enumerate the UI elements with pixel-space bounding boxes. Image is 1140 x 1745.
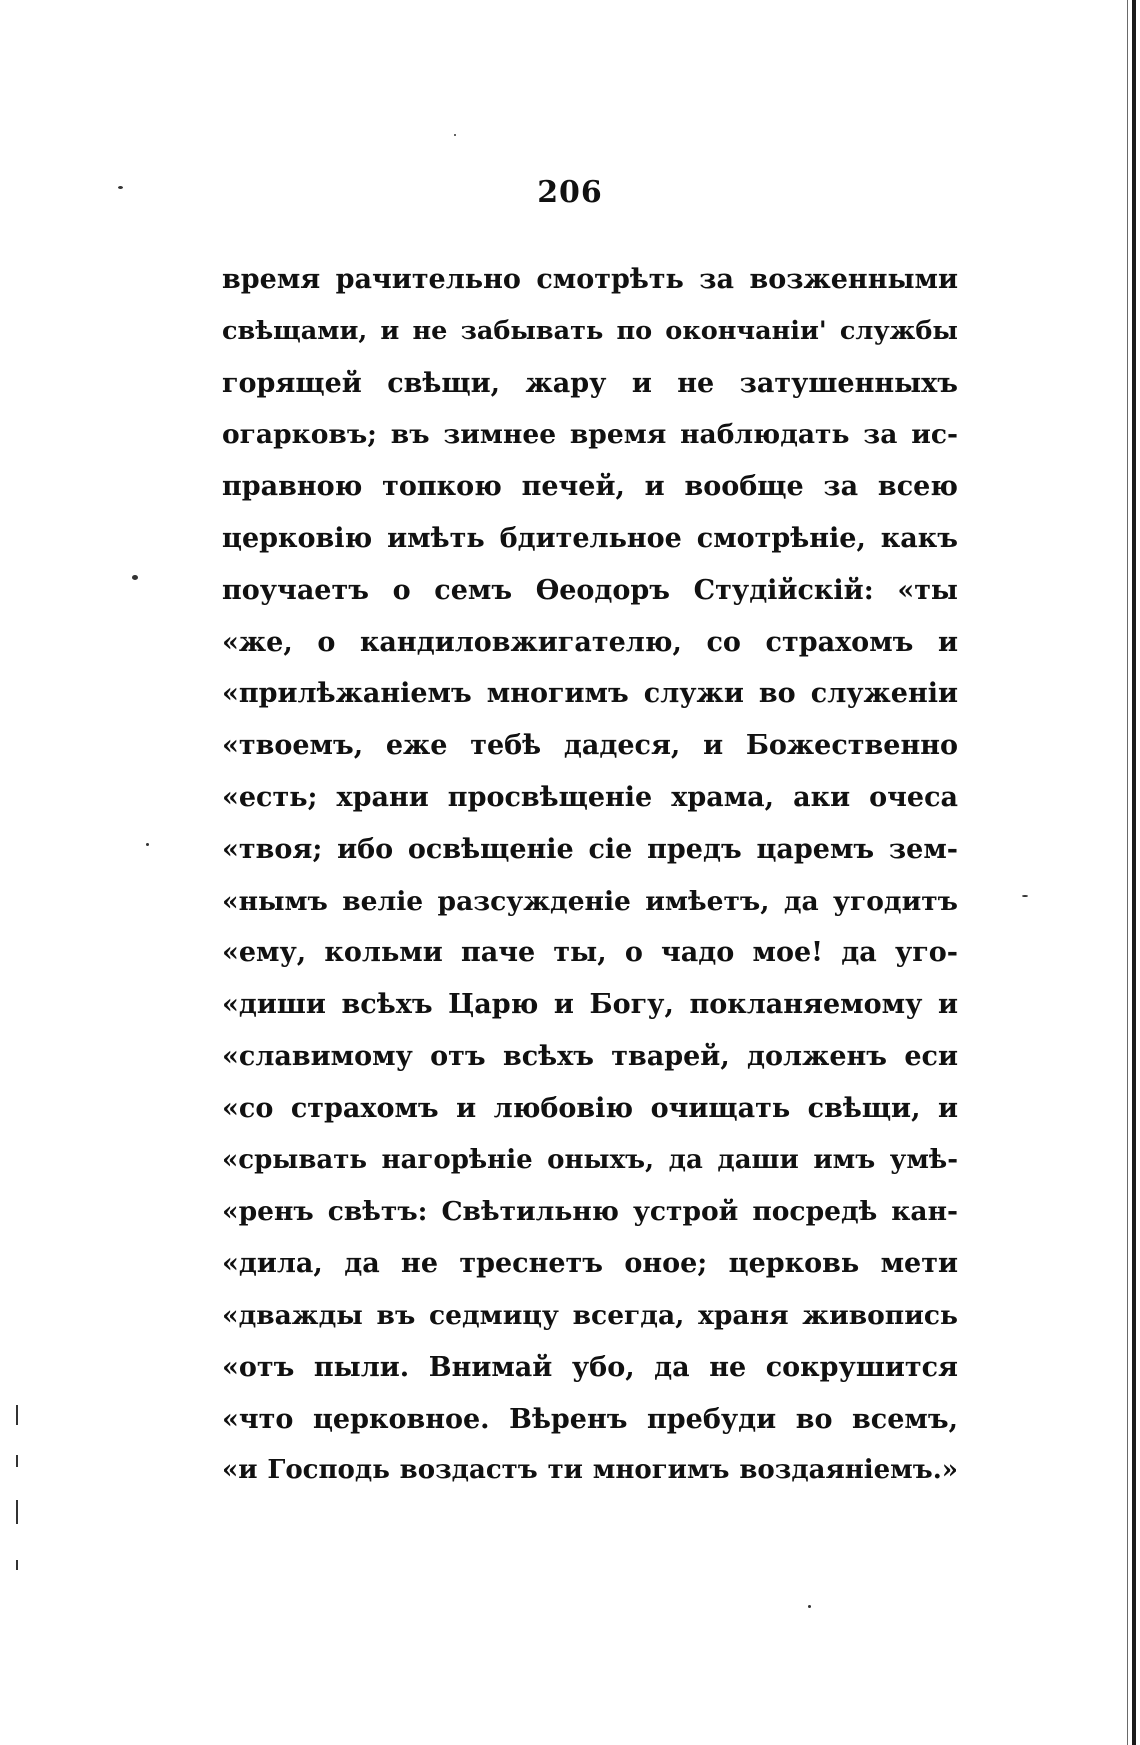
- text-line: «ренъ свѣтъ: Свѣтильню устрой посредѣ кан-: [222, 1196, 958, 1228]
- scan-edge-line: [1132, 0, 1136, 1745]
- margin-mark: [16, 1500, 18, 1524]
- text-line: горящей свѣщи, жару и не затушенныхъ: [222, 367, 958, 399]
- text-line: «со страхомъ и любовію очищать свѣщи, и: [222, 1092, 958, 1124]
- text-line: «славимому отъ всѣхъ тварей, долженъ еси: [222, 1040, 958, 1072]
- text-line: «твоемъ, еже тебѣ дадеся, и Божественно: [222, 730, 958, 762]
- margin-mark: [16, 1405, 18, 1425]
- margin-mark: [16, 1560, 18, 1570]
- text-line: «дважды въ седмицу всегда, храня живопись: [222, 1299, 958, 1331]
- text-line: церковію имѣть бдительное смотрѣніе, какъ: [222, 522, 958, 554]
- text-line: «твоя; ибо освѣщеніе сіе предъ царемъ зем-: [222, 833, 958, 865]
- page-number: 206: [537, 175, 603, 210]
- text-line: поучаетъ о семъ Ѳеодоръ Студійскій: «ты: [222, 574, 958, 606]
- text-line: «ему, кольми паче ты, о чадо мое! да уго-: [222, 937, 958, 969]
- ink-speck: [146, 843, 149, 846]
- scan-edge-shadow: [1127, 0, 1128, 1745]
- text-line: «и Господь воздастъ ти многимъ воздаяніемъ.»: [222, 1455, 958, 1486]
- text-line: «прилѣжаніемъ многимъ служи во служеніи: [222, 678, 958, 710]
- text-line: время рачительно смотрѣть за возженными: [222, 264, 958, 295]
- text-line: «дила, да не треснетъ оное; церковь мети: [222, 1248, 958, 1280]
- ink-speck: [132, 575, 138, 580]
- text-line: свѣщами, и не забывать по окончаніи' службы: [222, 315, 958, 346]
- margin-mark: [16, 1455, 18, 1467]
- text-line: «же, о кандиловжигателю, со страхомъ и: [222, 626, 958, 658]
- text-line: «диши всѣхъ Царю и Богу, покланяемому и: [222, 989, 958, 1021]
- text-line: огарковъ; въ зимнее время наблюдать за ис-: [222, 419, 958, 451]
- text-line: «есть; храни просвѣщеніе храма, аки очеса: [222, 781, 958, 813]
- text-line: «нымъ веліе разсужденіе имѣетъ, да угодитъ: [222, 885, 958, 917]
- ink-speck: [454, 134, 456, 136]
- body-text: [222, 254, 958, 1497]
- text-line: «срывать нагорѣніе оныхъ, да даши имъ умѣ-: [222, 1144, 958, 1175]
- text-line: «отъ пыли. Внимай убо, да не сокрушится: [222, 1351, 958, 1383]
- ink-speck: [1022, 895, 1028, 897]
- text-line: правною топкою печей, и вообще за всею: [222, 471, 958, 503]
- text-line: «что церковное. Вѣренъ пребуди во всемъ,: [222, 1403, 958, 1435]
- ink-speck: [808, 1605, 811, 1608]
